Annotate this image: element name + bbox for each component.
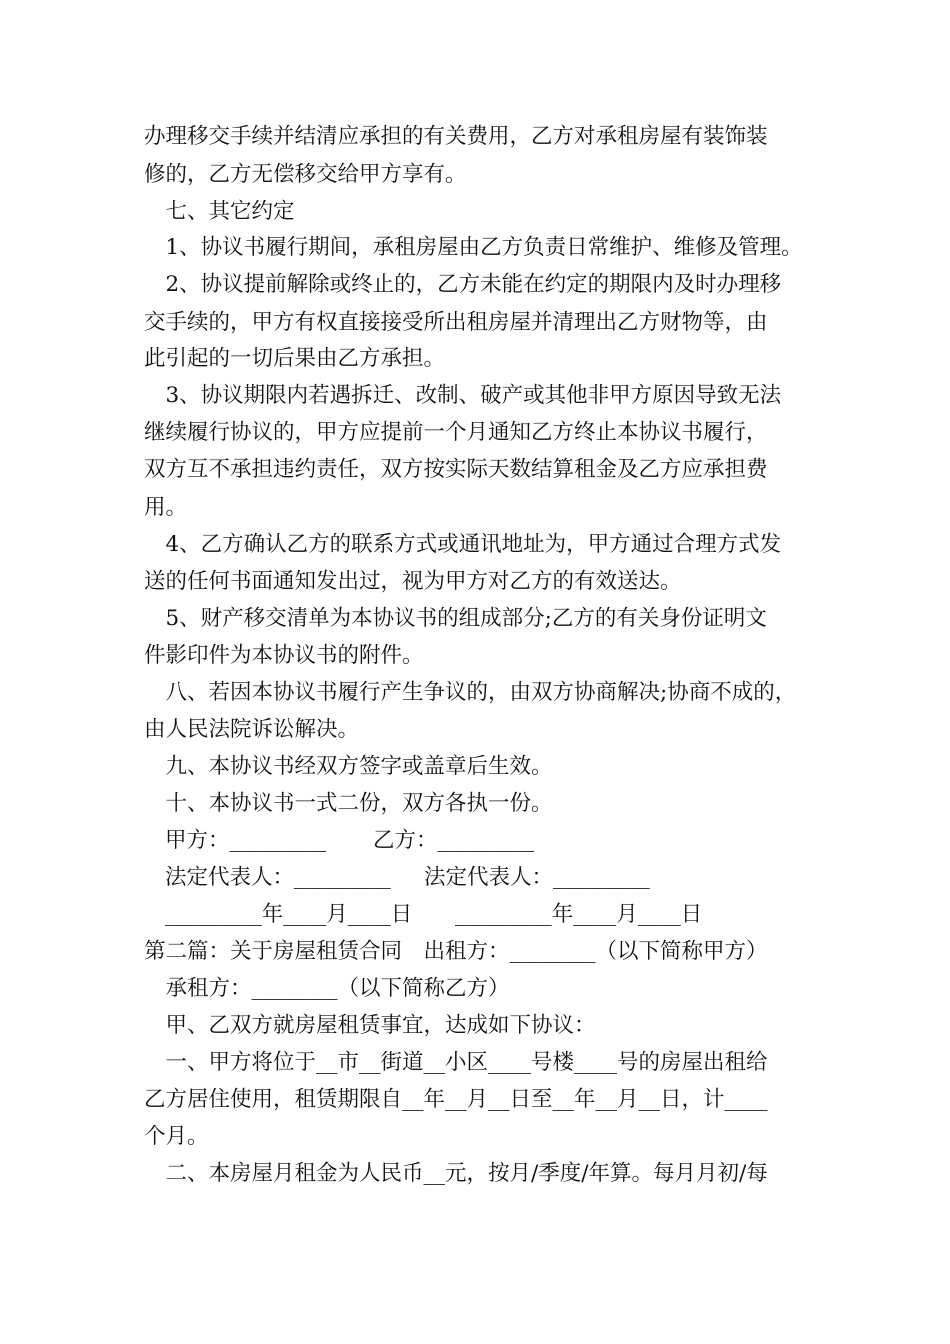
text-line: 送的任何书面通知发出过，视为甲方对乙方的有效送达。 — [144, 569, 682, 594]
party-a-signature: 甲方：_________ — [165, 828, 327, 853]
party-a-date: _________年____月____日 — [165, 902, 413, 927]
text-line: 双方互不承担违约责任，双方按实际天数结算租金及乙方应承担费 — [144, 457, 768, 482]
text-line: 4、乙方确认乙方的联系方式或通讯地址为，甲方通过合理方式发 — [144, 532, 782, 557]
text-line: 十、本协议书一式二份，双方各执一份。 — [144, 791, 553, 816]
text-line: 办理移交手续并结清应承担的有关费用，乙方对承租房屋有装饰装 — [144, 124, 768, 149]
text-line: 九、本协议书经双方签字或盖章后生效。 — [144, 754, 553, 779]
text-line: 用。 — [144, 495, 188, 520]
text-line: 二、本房屋月租金为人民币__元，按月/季度/年算。每月月初/每 — [144, 1161, 768, 1186]
party-a-representative: 法定代表人：_________ — [165, 865, 391, 890]
party-b-representative: 法定代表人：_________ — [424, 865, 650, 890]
text-line: 继续履行协议的，甲方应提前一个月通知乙方终止本协议书履行， — [144, 420, 768, 445]
text-line: 甲、乙双方就房屋租赁事宜，达成如下协议： — [144, 1013, 596, 1038]
text-line: 承租方：________（以下简称乙方） — [144, 976, 510, 1001]
section-heading: 七、其它约定 — [144, 199, 295, 224]
text-line: 乙方居住使用，租赁期限自__年__月__日至__年__月__日，计____ — [144, 1087, 768, 1112]
text-line: 个月。 — [144, 1124, 209, 1149]
text-line: 一、甲方将位于__市__街道__小区____号楼____号的房屋出租给 — [144, 1050, 768, 1075]
text-line: 八、若因本协议书履行产生争议的，由双方协商解决;协商不成的， — [144, 680, 797, 705]
text-line: 件影印件为本协议书的附件。 — [144, 643, 424, 668]
text-line: 5、财产移交清单为本协议书的组成部分;乙方的有关身份证明文 — [144, 606, 767, 631]
party-b-date: _________年____月____日 — [455, 902, 703, 927]
text-line: 修的，乙方无偿移交给甲方享有。 — [144, 162, 467, 187]
party-b-signature: 乙方：_________ — [373, 828, 535, 853]
text-line: 3、协议期限内若遇拆迁、改制、破产或其他非甲方原因导致无法 — [144, 383, 782, 408]
text-line: 1、协议书履行期间，承租房屋由乙方负责日常维护、维修及管理。 — [144, 235, 803, 260]
text-line: 此引起的一切后果由乙方承担。 — [144, 346, 446, 371]
text-line: 由人民法院诉讼解决。 — [144, 717, 360, 742]
text-line: 交手续的，甲方有权直接接受所出租房屋并清理出乙方财物等，由 — [144, 310, 768, 335]
section-title: 第二篇：关于房屋租赁合同 出租方：________（以下简称甲方） — [144, 939, 768, 964]
text-line: 2、协议提前解除或终止的，乙方未能在约定的期限内及时办理移 — [144, 272, 782, 297]
